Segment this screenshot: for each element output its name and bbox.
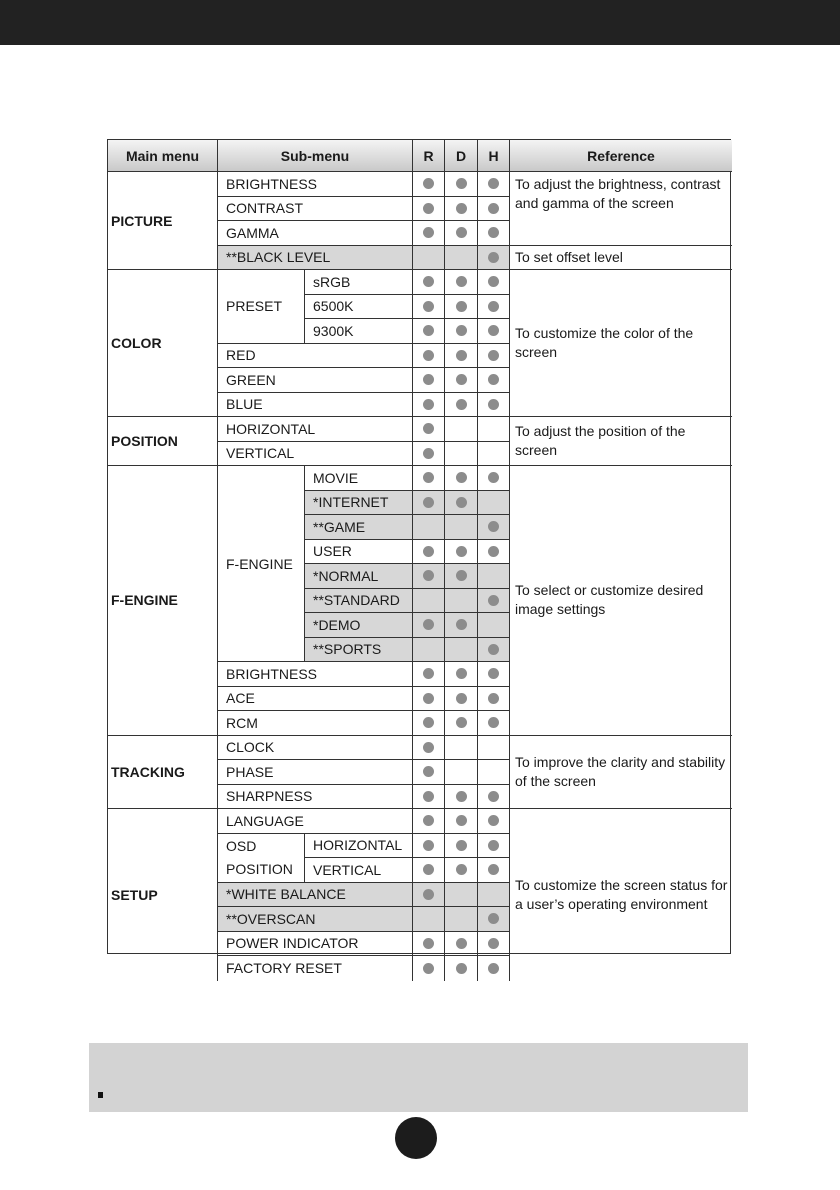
supported-dot-icon [456, 815, 467, 826]
support-cell-h [478, 613, 510, 638]
submenu-item: ACE [218, 687, 413, 712]
supported-dot-icon [488, 644, 499, 655]
submenu-item: RED [218, 344, 413, 369]
supported-dot-icon [423, 619, 434, 630]
support-cell-d [445, 295, 478, 320]
support-cell-r [413, 368, 445, 393]
supported-dot-icon [423, 374, 434, 385]
supported-dot-icon [488, 521, 499, 532]
supported-dot-icon [456, 301, 467, 312]
supported-dot-icon [456, 963, 467, 974]
supported-dot-icon [456, 325, 467, 336]
support-cell-h [478, 638, 510, 663]
support-cell-h [478, 319, 510, 344]
submenu-item: 9300K [305, 319, 413, 344]
submenu-item: 6500K [305, 295, 413, 320]
supported-dot-icon [488, 938, 499, 949]
submenu-item: VERTICAL [305, 858, 413, 883]
submenu-item: **BLACK LEVEL [218, 246, 413, 271]
support-cell-r [413, 613, 445, 638]
support-cell-r [413, 834, 445, 859]
support-cell-h [478, 295, 510, 320]
submenu-item: PHASE [218, 760, 413, 785]
support-cell-d [445, 932, 478, 957]
supported-dot-icon [423, 448, 434, 459]
submenu-item: GAMMA [218, 221, 413, 246]
main-menu-f-engine: F-ENGINE [108, 466, 218, 736]
submenu-item: FACTORY RESET [218, 956, 413, 981]
support-cell-h [478, 466, 510, 491]
support-cell-r [413, 319, 445, 344]
support-cell-r [413, 662, 445, 687]
reference-picture: To adjust the brightness, contrast and gamma of the screen [510, 172, 732, 246]
support-cell-h [478, 809, 510, 834]
reference-position: To adjust the position of the screen [510, 417, 732, 466]
support-cell-r [413, 344, 445, 369]
support-cell-d [445, 956, 478, 981]
reference-setup: To customize the screen status for a user’s operating environment [515, 876, 728, 912]
support-cell-r [413, 956, 445, 981]
page-number-badge [395, 1117, 437, 1159]
submenu-group-f-engine: F-ENGINE [218, 466, 305, 662]
supported-dot-icon [488, 668, 499, 679]
support-cell-d [445, 760, 478, 785]
support-cell-r [413, 197, 445, 222]
support-cell-d [445, 711, 478, 736]
submenu-item: POWER INDICATOR [218, 932, 413, 957]
supported-dot-icon [423, 350, 434, 361]
submenu-item: HORIZONTAL [218, 417, 413, 442]
support-cell-h [478, 956, 510, 981]
supported-dot-icon [456, 374, 467, 385]
supported-dot-icon [488, 595, 499, 606]
supported-dot-icon [456, 840, 467, 851]
support-cell-h [478, 491, 510, 516]
supported-dot-icon [456, 276, 467, 287]
supported-dot-icon [488, 717, 499, 728]
support-cell-r [413, 907, 445, 932]
supported-dot-icon [456, 203, 467, 214]
support-cell-h [478, 858, 510, 883]
support-cell-d [445, 221, 478, 246]
support-cell-h [478, 736, 510, 761]
supported-dot-icon [488, 399, 499, 410]
submenu-item: VERTICAL [218, 442, 413, 467]
support-cell-d [445, 319, 478, 344]
header-bar [0, 0, 840, 45]
support-cell-h [478, 687, 510, 712]
support-cell-r [413, 589, 445, 614]
support-cell-d [445, 515, 478, 540]
support-cell-d [445, 246, 478, 271]
supported-dot-icon [456, 399, 467, 410]
support-cell-d [445, 270, 478, 295]
support-cell-r [413, 393, 445, 418]
bullet-icon [98, 1092, 103, 1098]
support-cell-r [413, 932, 445, 957]
submenu-item: BLUE [218, 393, 413, 418]
supported-dot-icon [488, 546, 499, 557]
supported-dot-icon [456, 570, 467, 581]
support-cell-r [413, 540, 445, 565]
submenu-group-preset: PRESET [218, 270, 305, 344]
header-h: H [478, 140, 510, 172]
reference-offset: To set offset level [510, 246, 732, 271]
submenu-item: BRIGHTNESS [218, 172, 413, 197]
support-cell-r [413, 270, 445, 295]
support-cell-r [413, 564, 445, 589]
supported-dot-icon [423, 717, 434, 728]
support-cell-r [413, 638, 445, 663]
support-cell-r [413, 760, 445, 785]
supported-dot-icon [456, 791, 467, 802]
submenu-item: **GAME [305, 515, 413, 540]
header-reference: Reference [510, 140, 732, 172]
support-cell-r [413, 858, 445, 883]
support-cell-r [413, 515, 445, 540]
submenu-item: *WHITE BALANCE [218, 883, 413, 908]
support-cell-d [445, 197, 478, 222]
submenu-item: RCM [218, 711, 413, 736]
submenu-item: SHARPNESS [218, 785, 413, 810]
supported-dot-icon [456, 693, 467, 704]
supported-dot-icon [488, 325, 499, 336]
supported-dot-icon [423, 203, 434, 214]
supported-dot-icon [423, 546, 434, 557]
supported-dot-icon [488, 350, 499, 361]
supported-dot-icon [488, 864, 499, 875]
support-cell-h [478, 907, 510, 932]
supported-dot-icon [423, 178, 434, 189]
supported-dot-icon [423, 301, 434, 312]
supported-dot-icon [456, 668, 467, 679]
support-cell-r [413, 736, 445, 761]
support-cell-d [445, 172, 478, 197]
submenu-item: **OVERSCAN [218, 907, 413, 932]
supported-dot-icon [423, 276, 434, 287]
submenu-item: CONTRAST [218, 197, 413, 222]
supported-dot-icon [423, 963, 434, 974]
supported-dot-icon [423, 570, 434, 581]
support-cell-h [478, 442, 510, 467]
supported-dot-icon [456, 864, 467, 875]
support-cell-d [445, 638, 478, 663]
main-menu-color: COLOR [108, 270, 218, 417]
support-cell-d [445, 613, 478, 638]
support-cell-h [478, 540, 510, 565]
header-r: R [413, 140, 445, 172]
supported-dot-icon [488, 472, 499, 483]
support-cell-h [478, 834, 510, 859]
support-cell-d [445, 564, 478, 589]
support-cell-d [445, 907, 478, 932]
reference-color: To customize the color of the screen [510, 270, 732, 417]
supported-dot-icon [423, 840, 434, 851]
support-cell-h [478, 564, 510, 589]
submenu-item: **SPORTS [305, 638, 413, 663]
support-cell-d [445, 736, 478, 761]
supported-dot-icon [488, 913, 499, 924]
support-cell-r [413, 221, 445, 246]
support-cell-d [445, 809, 478, 834]
support-cell-r [413, 417, 445, 442]
support-cell-r [413, 246, 445, 271]
support-cell-d [445, 662, 478, 687]
supported-dot-icon [423, 399, 434, 410]
support-cell-h [478, 515, 510, 540]
submenu-item: USER [305, 540, 413, 565]
support-cell-r [413, 687, 445, 712]
supported-dot-icon [423, 497, 434, 508]
supported-dot-icon [423, 938, 434, 949]
note-box [89, 1043, 748, 1112]
supported-dot-icon [423, 423, 434, 434]
support-cell-h [478, 246, 510, 271]
support-cell-r [413, 491, 445, 516]
submenu-item: *NORMAL [305, 564, 413, 589]
supported-dot-icon [488, 252, 499, 263]
supported-dot-icon [456, 938, 467, 949]
supported-dot-icon [456, 717, 467, 728]
support-cell-r [413, 785, 445, 810]
supported-dot-icon [423, 864, 434, 875]
supported-dot-icon [456, 227, 467, 238]
submenu-item: GREEN [218, 368, 413, 393]
supported-dot-icon [423, 472, 434, 483]
supported-dot-icon [488, 791, 499, 802]
main-menu-picture: PICTURE [108, 172, 218, 270]
supported-dot-icon [488, 840, 499, 851]
supported-dot-icon [456, 619, 467, 630]
support-cell-d [445, 540, 478, 565]
header-d: D [445, 140, 478, 172]
support-cell-d [445, 785, 478, 810]
support-cell-h [478, 393, 510, 418]
osd-menu-table [107, 139, 731, 977]
support-cell-d [445, 466, 478, 491]
support-cell-r [413, 442, 445, 467]
supported-dot-icon [456, 350, 467, 361]
supported-dot-icon [423, 227, 434, 238]
support-cell-h [478, 785, 510, 810]
supported-dot-icon [488, 963, 499, 974]
support-cell-h [478, 589, 510, 614]
supported-dot-icon [488, 693, 499, 704]
supported-dot-icon [488, 815, 499, 826]
supported-dot-icon [456, 178, 467, 189]
support-cell-h [478, 932, 510, 957]
supported-dot-icon [423, 693, 434, 704]
support-cell-d [445, 858, 478, 883]
main-menu-setup: SETUP [108, 809, 218, 981]
main-menu-tracking: TRACKING [108, 736, 218, 810]
support-cell-h [478, 662, 510, 687]
supported-dot-icon [423, 791, 434, 802]
submenu-item: HORIZONTAL [305, 834, 413, 859]
supported-dot-icon [488, 227, 499, 238]
supported-dot-icon [488, 301, 499, 312]
supported-dot-icon [488, 276, 499, 287]
submenu-item: MOVIE [305, 466, 413, 491]
support-cell-r [413, 809, 445, 834]
supported-dot-icon [488, 178, 499, 189]
supported-dot-icon [423, 668, 434, 679]
supported-dot-icon [488, 203, 499, 214]
support-cell-d [445, 442, 478, 467]
supported-dot-icon [456, 546, 467, 557]
support-cell-r [413, 172, 445, 197]
support-cell-h [478, 270, 510, 295]
support-cell-d [445, 589, 478, 614]
supported-dot-icon [488, 374, 499, 385]
header-main-menu: Main menu [108, 140, 218, 172]
support-cell-d [445, 368, 478, 393]
support-cell-d [445, 687, 478, 712]
reference-f-engine: To select or customize desired image settings [510, 466, 732, 736]
supported-dot-icon [423, 742, 434, 753]
submenu-group-osd-position: OSD POSITION [218, 834, 305, 883]
header-sub-menu: Sub-menu [218, 140, 413, 172]
support-cell-d [445, 417, 478, 442]
reference-tracking: To improve the clarity and stability of the screen [510, 736, 732, 810]
supported-dot-icon [456, 497, 467, 508]
support-cell-d [445, 834, 478, 859]
submenu-item: **STANDARD [305, 589, 413, 614]
submenu-item: *DEMO [305, 613, 413, 638]
support-cell-r [413, 466, 445, 491]
support-cell-h [478, 221, 510, 246]
support-cell-h [478, 883, 510, 908]
support-cell-h [478, 711, 510, 736]
support-cell-d [445, 491, 478, 516]
support-cell-d [445, 344, 478, 369]
support-cell-h [478, 344, 510, 369]
submenu-item: CLOCK [218, 736, 413, 761]
submenu-item: BRIGHTNESS [218, 662, 413, 687]
support-cell-d [445, 393, 478, 418]
submenu-item: sRGB [305, 270, 413, 295]
supported-dot-icon [423, 815, 434, 826]
support-cell-h [478, 172, 510, 197]
support-cell-r [413, 883, 445, 908]
supported-dot-icon [423, 889, 434, 900]
support-cell-r [413, 711, 445, 736]
submenu-item: LANGUAGE [218, 809, 413, 834]
submenu-item: *INTERNET [305, 491, 413, 516]
supported-dot-icon [456, 472, 467, 483]
support-cell-h [478, 760, 510, 785]
support-cell-h [478, 197, 510, 222]
supported-dot-icon [423, 325, 434, 336]
main-menu-position: POSITION [108, 417, 218, 466]
support-cell-h [478, 417, 510, 442]
support-cell-d [445, 883, 478, 908]
supported-dot-icon [423, 766, 434, 777]
support-cell-r [413, 295, 445, 320]
support-cell-h [478, 368, 510, 393]
